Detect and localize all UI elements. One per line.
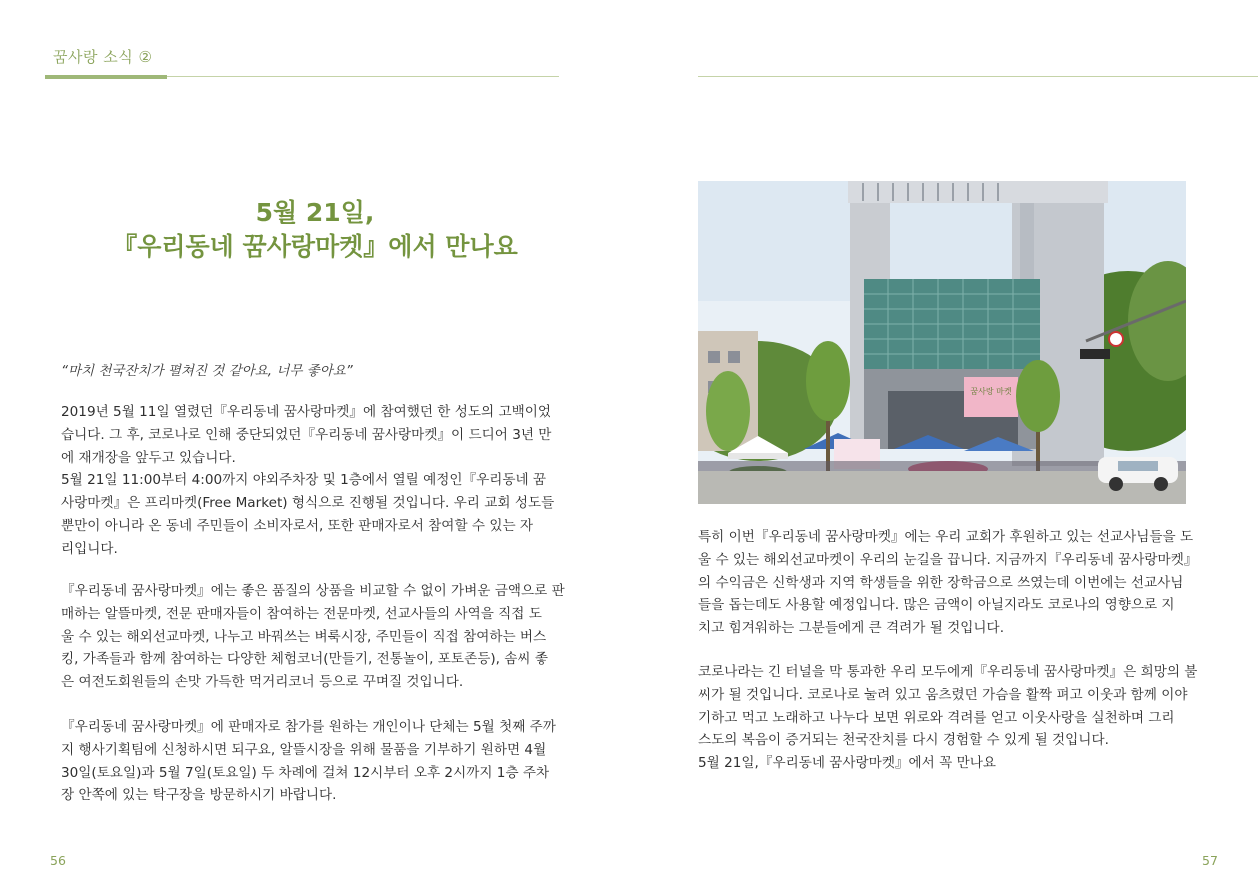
text-line: 30일(토요일)과 5월 7일(토요일) 두 차례에 걸쳐 12시부터 오후 2시까지 1층 주차 [61, 764, 550, 781]
text-line: 스도의 복음이 증거되는 천국잔치를 다시 경험할 수 있게 될 것입니다. [698, 732, 1109, 749]
text-line: 리입니다. [61, 540, 118, 557]
section-label: 꿈사랑 소식 ② [53, 48, 153, 66]
text-line: 사랑마켓』은 프리마켓(Free Market) 형식으로 진행될 것입니다. 우리 교회 성도들 [61, 495, 555, 512]
text-line: 의 수익금은 신학생과 지역 학생들을 위한 장학금으로 쓰였는데 이번에는 선교사님 [698, 574, 1184, 591]
paragraph-registration [61, 716, 557, 807]
text-line: 치고 힘겨워하는 그분들에게 큰 격려가 될 것입니다. [698, 620, 1005, 637]
text-line: 5월 21일 11:00부터 4:00까지 야외주차장 및 1층에서 열릴 예정인『우리동네 꿈 [61, 472, 547, 489]
paragraph-market-types [61, 580, 565, 694]
headline-line-2: 『우리동네 꿈사랑마켓』에서 만나요 [112, 232, 518, 261]
text-line: 2019년 5월 11일 열렸던『우리동네 꿈사랑마켓』에 참여했던 한 성도의 고백이었 [61, 404, 551, 420]
church-market-photo [698, 181, 1186, 504]
text-line: 장 안쪽에 있는 탁구장을 방문하시기 바랍니다. [61, 787, 337, 804]
text-line: 기하고 먹고 노래하고 나누다 보면 위로와 격려를 얻고 이웃사랑을 실천하며 그리 [698, 709, 1175, 726]
text-line: 씨가 될 것입니다. 코로나로 눌려 있고 움츠렸던 가슴을 활짝 펴고 이웃과 함께 이야 [698, 686, 1188, 703]
text-line: 은 여전도회원들의 손맛 가득한 먹거리코너 등으로 꾸며질 것입니다. [61, 674, 464, 691]
headline-line-1: 5월 21일, [255, 198, 375, 227]
text-line: 울 수 있는 해외선교마켓, 나누고 바꿔쓰는 벼룩시장, 주민들이 직접 참여하는 버스 [61, 628, 547, 645]
text-line: 5월 21일,『우리동네 꿈사랑마켓』에서 꼭 만나요 [698, 755, 996, 772]
text-line: 뿐만이 아니라 온 동네 주민들이 소비자로서, 또한 판매자로서 참여할 수 있는 자 [61, 517, 534, 534]
text-line: 지 행사기획팀에 신청하시면 되구요, 알뜰시장을 위해 물품을 기부하기 원하면 4월 [61, 741, 547, 758]
text-line: 특히 이번『우리동네 꿈사랑마켓』에는 우리 교회가 후원하고 있는 선교사님들을 도 [698, 529, 1194, 545]
page-number-left: 56 [50, 853, 66, 868]
text-line: 『우리동네 꿈사랑마켓』에 판매자로 참가를 원하는 개인이나 단체는 5월 첫째 주까 [61, 719, 556, 735]
article-headline [60, 196, 570, 264]
text-line: 들을 돕는데도 사용할 예정입니다. 많은 금액이 아닐지라도 코로나의 영향으로 지 [698, 597, 1175, 614]
paragraph-closing [698, 661, 1198, 775]
paragraph-intro [61, 401, 557, 561]
header-rule-right [698, 76, 1258, 77]
header-rule-accent [45, 75, 167, 79]
text-line: 『우리동네 꿈사랑마켓』에는 좋은 품질의 상품을 비교할 수 없이 가벼운 금액으로 판 [61, 583, 565, 599]
page-number-right: 57 [1202, 853, 1218, 868]
signboard-text: 꿈사랑 마켓 [970, 387, 1012, 396]
text-line: 에 재개장을 앞두고 있습니다. [61, 449, 236, 466]
paragraph-missions-market [698, 526, 1198, 640]
text-line: 매하는 알뜰마켓, 전문 판매자들이 참여하는 전문마켓, 선교사들의 사역을 직접 도 [61, 605, 542, 622]
text-line: 울 수 있는 해외선교마켓이 우리의 눈길을 끕니다. 지금까지『우리동네 꿈사랑마켓』 [698, 551, 1198, 568]
text-line: 습니다. 그 후, 코로나로 인해 중단되었던『우리동네 꿈사랑마켓』이 드디어 3년 만 [61, 426, 552, 443]
text-line: 킹, 가족들과 함께 참여하는 다양한 체험코너(만들기, 전통놀이, 포토존등), 솜씨 좋 [61, 651, 548, 668]
lead-quote: “마치 천국잔치가 펼쳐진 것 같아요, 너무 좋아요” [61, 363, 353, 379]
text-line: 코로나라는 긴 터널을 막 통과한 우리 모두에게『우리동네 꿈사랑마켓』은 희망의 불 [698, 664, 1198, 680]
